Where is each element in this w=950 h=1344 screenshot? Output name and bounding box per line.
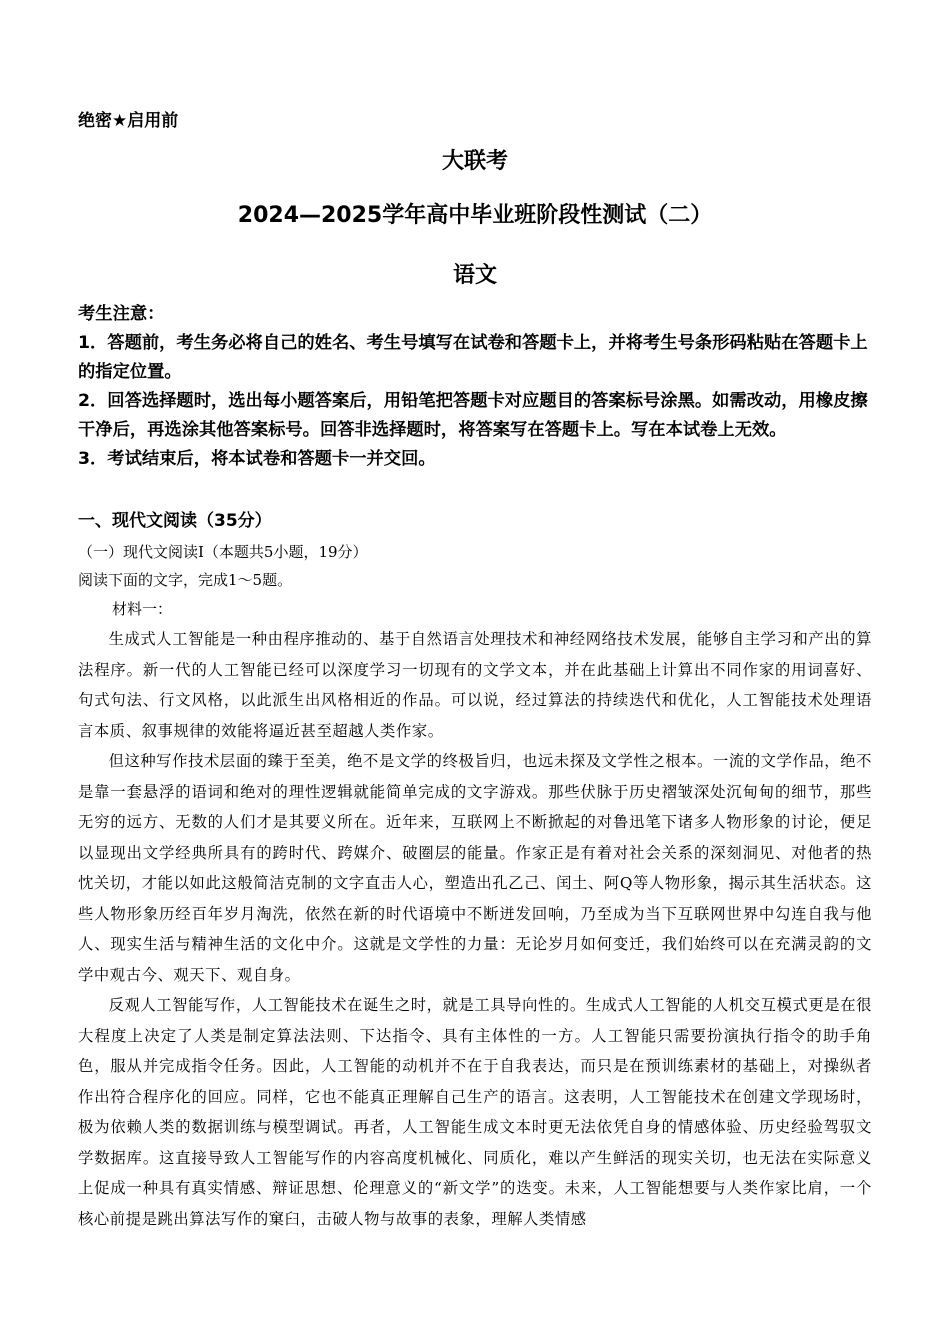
notice-heading: 考生注意：: [78, 304, 165, 324]
notice-block: [78, 300, 878, 474]
paragraph: 反观人工智能写作，人工智能技术在诞生之时，就是工具导向性的。生成式人工智能的人机交互模式更是在很大程度上决定了人类是制定算法法则、下达指令、具有主体性的一方。人工智能只需要扮演执行指令的助手角色，服从并完成指令任务。因此，人工智能的动机并不在于自我表达，而只是在预训练素材的基础上，对操纵者作出符合程序化的回应。同样，它也不能真正理解自己生产的语言。这表明，人工智能技术在创建文学现场时，极为依赖人类的数据训练与模型调试。再者，人工智能生成文本时更无法依凭自身的情感体验、历史经验驾驭文学数据库。这直接导致人工智能写作的内容高度机械化、同质化，难以产生鲜活的现实关切，也无法在实际意义上促成一种具有真实情感、辩证思想、伦理意义的“新文学”的迭变。未来，人工智能想要与人类作家比肩，一个核心前提是跳出算法写作的窠臼，击破人物与故事的表象，理解人类情感: [78, 996, 872, 1228]
paragraph: 生成式人工智能是一种由程序推动的、基于自然语言处理技术和神经网络技术发展，能够自主学习和产出的算法程序。新一代的人工智能已经可以深度学习一切现有的文学文本，并在此基础上计算出不同作家的用词喜好、句式句法、行文风格，以此派生出风格相近的作品。可以说，经过算法的持续迭代和优化，人工智能技术处理语言本质、叙事规律的效能将逼近甚至超越人类作家。: [78, 630, 872, 740]
exam-title: 2024—2025学年高中毕业班阶段性测试（二）: [237, 203, 713, 228]
material-text: [78, 624, 872, 1234]
notice-item-1: 1．答题前，考生务必将自己的姓名、考生号填写在试卷和答题卡上，并将考生号条形码粘贴在答题卡上的指定位置。: [78, 333, 868, 382]
exam-name: 大联考: [441, 149, 508, 174]
notice-item-2: 2．回答选择题时，选出每小题答案后，用铅笔把答题卡对应题目的答案标号涂黑。如需改动，用橡皮擦干净后，再选涂其他答案标号。回答非选择题时，将答案写在答题卡上。写在本试卷上无效。: [78, 391, 868, 440]
notice-item-3: 3．考试结束后，将本试卷和答题卡一并交回。: [78, 449, 436, 469]
paragraph: 但这种写作技术层面的臻于至美，绝不是文学的终极旨归，也远未探及文学性之根本。一流的文学作品，绝不是靠一套悬浮的语词和绝对的理性逻辑就能简单完成的文字游戏。那些伏脉于历史褶皱深处沉甸甸的细节，那些无穷的远方、无数的人们才是其要义所在。近年来，互联网上不断掀起的对鲁迅笔下诸多人物形象的讨论，便足以显现出文学经典所具有的跨时代、跨媒介、破圈层的能量。作家正是有着对社会关系的深刻洞见、对他者的热忱关切，才能以如此这般简洁克制的文字直击人心，塑造出孔乙己、闰土、阿Q等人物形象，揭示其生活状态。这些人物形象历经百年岁月淘洗，依然在新的时代语境中不断迸发回响，乃至成为当下互联网世界中勾连自我与他人、现实生活与精神生活的文化中介。这就是文学性的力量：无论岁月如何变迁，我们始终可以在充满灵韵的文学中观古今、观天下、观自身。: [78, 752, 872, 984]
material-label: 材料一：: [112, 600, 173, 618]
subject-title: 语文: [452, 263, 497, 288]
reading-instruction: 阅读下面的文字，完成1～5题。: [78, 571, 293, 589]
subsection-title: （一）现代文阅读Ⅰ（本题共5小题，19分）: [78, 543, 368, 561]
section-title: 一、现代文阅读（35分）: [78, 511, 272, 531]
secret-label: 绝密★启用前: [78, 111, 179, 131]
